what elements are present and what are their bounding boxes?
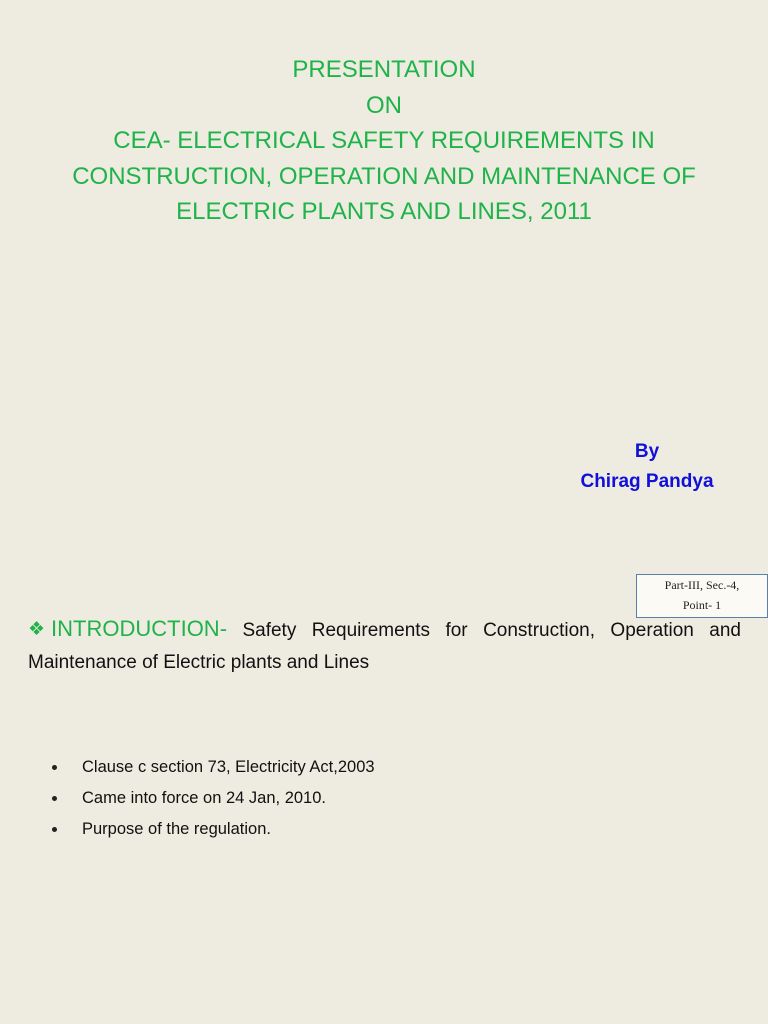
introduction-text: Safety Requirements for Construction, Operation and Maintenance of Electric plants and Lines [28,620,742,673]
bullet-text: Purpose of the regulation. [82,820,271,838]
title-line-3: CEA- ELECTRICAL SAFETY REQUIREMENTS IN [113,127,655,154]
bullet-icon [52,827,57,832]
title-line-4: CONSTRUCTION, OPERATION AND MAINTENANCE OF [72,162,696,190]
bullet-icon [52,796,57,801]
bullet-icon [52,765,57,770]
bullet-text: Came into force on 24 Jan, 2010. [82,789,326,807]
introduction-heading: INTRODUCTION [51,616,220,641]
introduction-separator: - [219,616,228,641]
reference-line-1: Part-III, Sec.-4, [664,578,740,592]
title-line-1: PRESENTATION [292,56,476,83]
title-line-2: ON [366,91,402,119]
introduction-slide [0,560,768,1024]
title-line-5: ELECTRIC PLANTS AND LINES, 2011 [176,198,592,225]
list-item [48,752,728,783]
bullet-list [48,752,728,845]
introduction-paragraph [28,613,741,679]
reference-box [636,574,768,618]
four-diamond-icon: ❖ [28,619,46,640]
presentation-title [30,52,738,230]
author-block [548,437,746,497]
bullet-text: Clause c section 73, Electricity Act,2003 [82,758,375,776]
list-item [48,783,728,814]
author-prefix: By [634,441,660,462]
reference-line-2: Point- 1 [682,598,722,612]
list-item [48,814,728,845]
author-name: Chirag Pandya [580,471,714,492]
